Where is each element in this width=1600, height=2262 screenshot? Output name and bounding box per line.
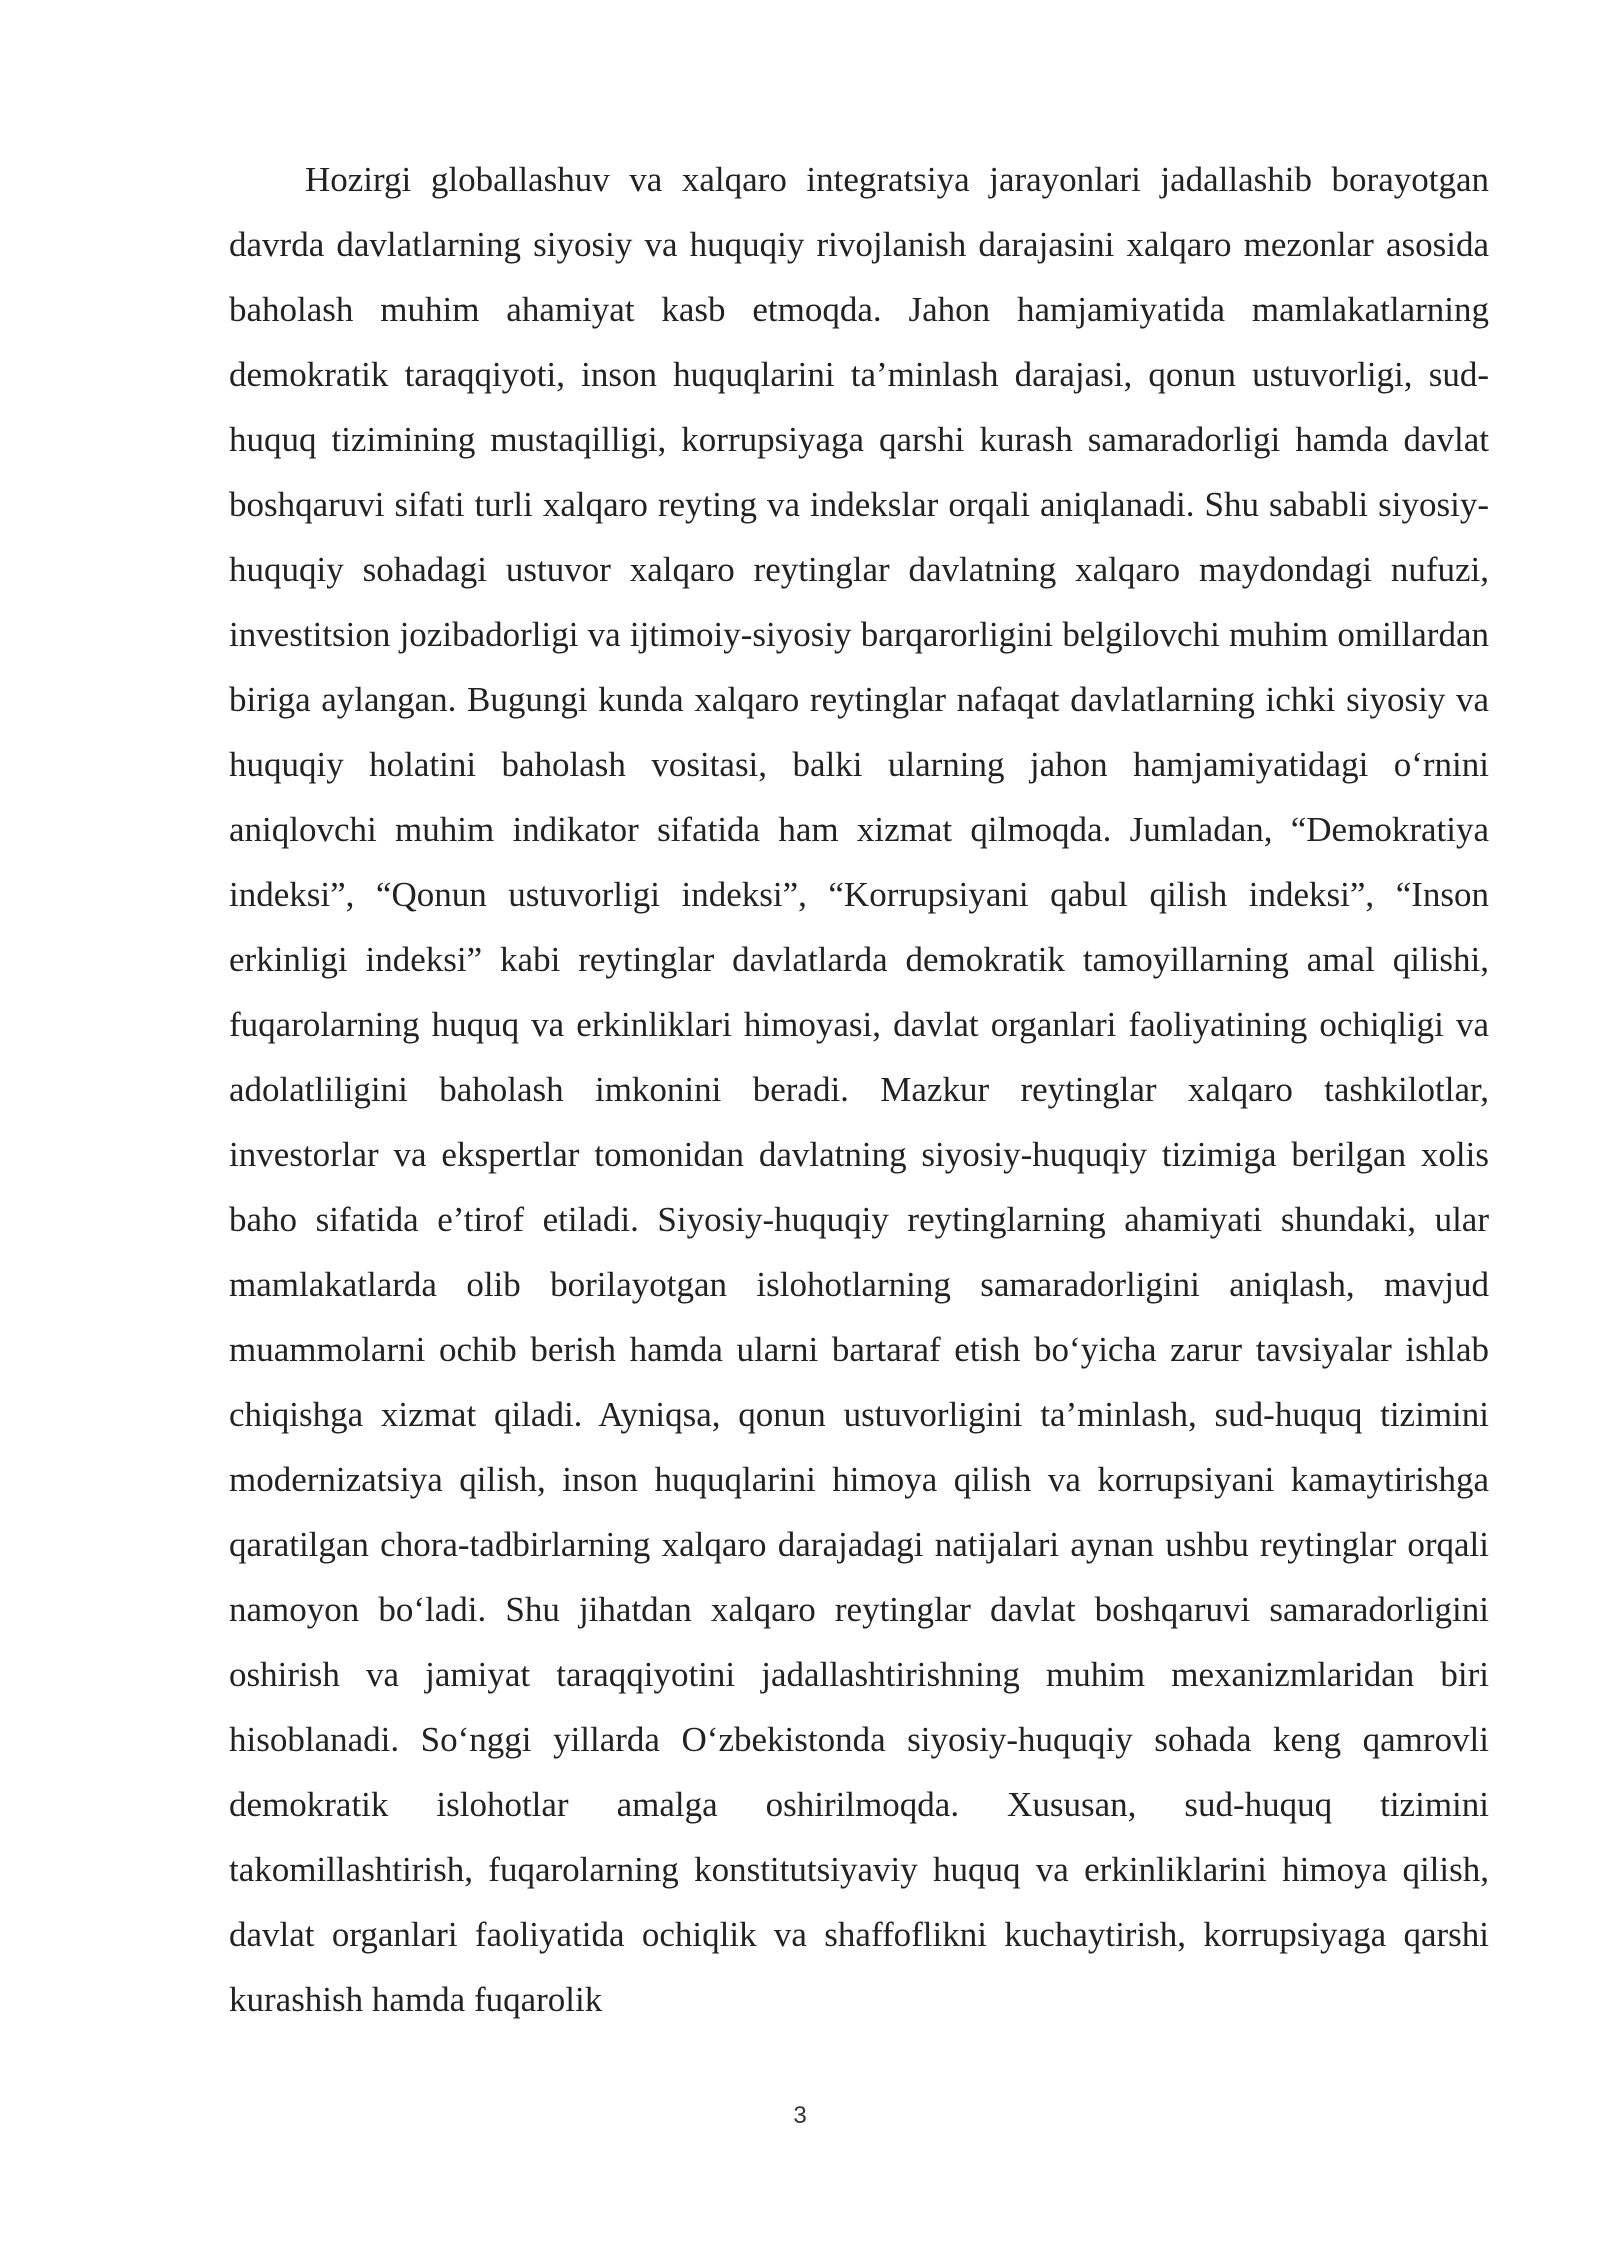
body-paragraph: Hozirgi globallashuv va xalqaro integratsiya jarayonlari jadallashib borayotgan davrda davlatlarning siyosiy va huquqiy rivojlanish darajasini xalqaro mezonlar asosida baholash muhim ahamiyat kasb etmoqda. Jahon hamjamiyatida mamlakatlarning demokratik taraqqiyoti, inson huquqlarini ta’minlash darajasi, qonun ustuvorligi, sud-huquq tizimining mustaqilligi, korrupsiyaga qarshi kurash samaradorligi hamda davlat boshqaruvi sifati turli xalqaro reyting va indekslar orqali aniqlanadi. Shu sababli siyosiy-huquqiy sohadagi ustuvor xalqaro reytinglar davlatning xalqaro maydondagi nufuzi, investitsion jozibadorligi va ijtimoiy-siyosiy barqarorligini belgilovchi muhim omillardan biriga aylangan. Bugungi kunda xalqaro reytinglar nafaqat davlatlarning ichki siyosiy va huquqiy holatini baholash vositasi, balki ularning jahon hamjamiyatidagi o‘rnini aniqlovchi muhim indikator sifatida ham xizmat qilmoqda. Jumladan, “Demokratiya indeksi”, “Qonun ustuvorligi indeksi”, “Korrupsiyani qabul qilish indeksi”, “Inson erkinligi indeksi” kabi reytinglar davlatlarda demokratik tamoyillarning amal qilishi, fuqarolarning huquq va erkinliklari himoyasi, davlat organlari faoliyatining ochiqligi va adolatliligini baholash imkonini beradi. Mazkur reytinglar xalqaro tashkilotlar, investorlar va ekspertlar tomonidan davlatning siyosiy-huquqiy tizimiga berilgan xolis baho sifatida e’tirof etiladi. Siyosiy-huquqiy reytinglarning ahamiyati shundaki, ular mamlakatlarda olib borilayotgan islohotlarning samaradorligini aniqlash, mavjud muammolarni ochib berish hamda ularni bartaraf etish bo‘yicha zarur tavsiyalar ishlab chiqishga xizmat qiladi. Ayniqsa, qonun ustuvorligini ta’minlash, sud-huquq tizimini modernizatsiya qilish, inson huquqlarini himoya qilish va korrupsiyani kamaytirishga qaratilgan chora-tadbirlarning xalqaro darajadagi natijalari aynan ushbu reytinglar orqali namoyon bo‘ladi. Shu jihatdan xalqaro reytinglar davlat boshqaruvi samaradorligini oshirish va jamiyat taraqqiyotini jadallashtirishning muhim mexanizmlaridan biri hisoblanadi. So‘nggi yillarda O‘zbekistonda siyosiy-huquqiy sohada keng qamrovli demokratik islohotlar amalga oshirilmoqda. Xususan, sud-huquq tizimini takomillashtirish, fuqarolarning konstitutsiyaviy huquq va erkinliklarini himoya qilish, davlat organlari faoliyatida ochiqlik va shaffoflikni kuchaytirish, korrupsiyaga qarshi kurashish hamda fuqarolik bbox=[229, 160, 1489, 2019]
page-number: 3 bbox=[793, 2102, 807, 2129]
